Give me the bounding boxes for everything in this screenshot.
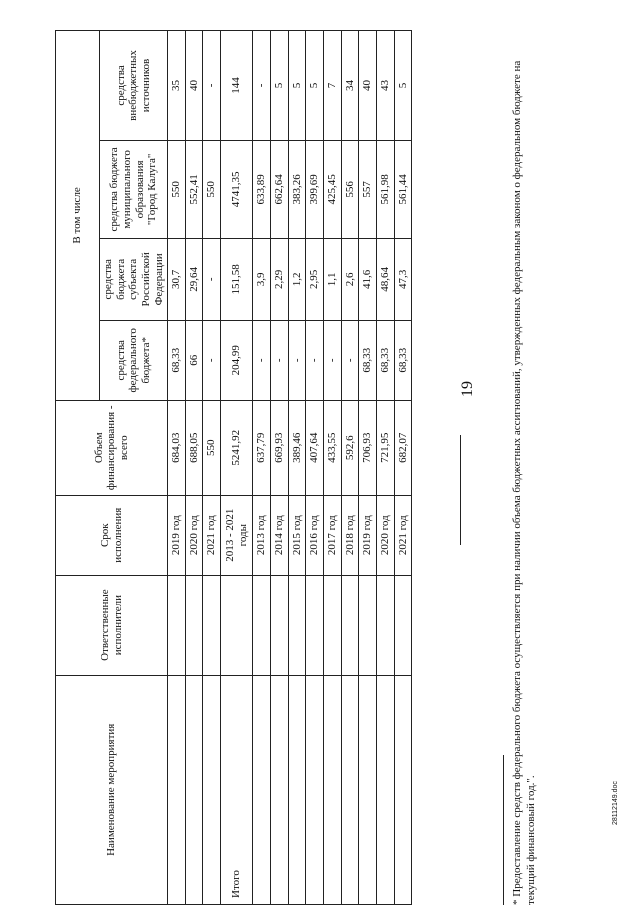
cell-responsible	[323, 575, 341, 675]
cell-federal: 204,99	[221, 320, 253, 400]
table-row	[203, 31, 221, 905]
table-row	[271, 31, 289, 905]
cell-federal: -	[306, 320, 324, 400]
cell-offbudget: -	[203, 31, 221, 141]
table-row	[394, 31, 412, 905]
cell-responsible	[253, 575, 271, 675]
cell-term: 2015 год	[288, 495, 306, 575]
table-row	[359, 31, 377, 905]
cell-subject: 48,64	[376, 238, 394, 320]
header-responsible: Ответственные исполнители	[56, 575, 168, 675]
cell-volume: 592,6	[341, 400, 359, 495]
document-reference: 28112149.doc	[612, 781, 619, 825]
cell-municipal: 662,64	[271, 140, 289, 238]
cell-name: Итого	[221, 675, 253, 904]
cell-municipal: 4741,35	[221, 140, 253, 238]
cell-volume: 721,95	[376, 400, 394, 495]
cell-municipal: 550	[168, 140, 186, 238]
cell-volume: 684,03	[168, 400, 186, 495]
separator-line	[460, 435, 461, 545]
header-subject: средства бюджета субъекта Российской Федерации	[100, 238, 168, 320]
cell-name	[359, 675, 377, 904]
cell-responsible	[306, 575, 324, 675]
cell-term: 2016 год	[306, 495, 324, 575]
cell-offbudget: 5	[271, 31, 289, 141]
cell-municipal: 552,41	[185, 140, 203, 238]
cell-federal: 66	[185, 320, 203, 400]
header-name: Наименование мероприятия	[56, 675, 168, 904]
header-volume: Объем финансирования - всего	[56, 400, 168, 495]
cell-term: 2020 год	[185, 495, 203, 575]
cell-responsible	[394, 575, 412, 675]
cell-volume: 407,64	[306, 400, 324, 495]
cell-subject: 2,95	[306, 238, 324, 320]
cell-name	[288, 675, 306, 904]
cell-responsible	[359, 575, 377, 675]
cell-term: 2019 год	[359, 495, 377, 575]
table-row	[341, 31, 359, 905]
cell-offbudget: -	[253, 31, 271, 141]
cell-subject: 1,2	[288, 238, 306, 320]
table-row	[288, 31, 306, 905]
cell-offbudget: 5	[306, 31, 324, 141]
cell-offbudget: 40	[185, 31, 203, 141]
cell-term: 2014 год	[271, 495, 289, 575]
page-number: 19	[459, 381, 476, 397]
cell-name	[185, 675, 203, 904]
cell-name	[168, 675, 186, 904]
footnote-rule	[503, 755, 504, 905]
cell-name	[341, 675, 359, 904]
cell-volume: 706,93	[359, 400, 377, 495]
cell-responsible	[271, 575, 289, 675]
rotated-sheet	[55, 30, 575, 905]
cell-volume: 550	[203, 400, 221, 495]
cell-offbudget: 35	[168, 31, 186, 141]
cell-volume: 389,46	[288, 400, 306, 495]
table-row	[168, 31, 186, 905]
cell-term: 2013 - 2021 годы	[221, 495, 253, 575]
cell-name	[203, 675, 221, 904]
cell-responsible	[203, 575, 221, 675]
cell-volume: 682,07	[394, 400, 412, 495]
cell-subject: 29,64	[185, 238, 203, 320]
cell-municipal: 399,69	[306, 140, 324, 238]
cell-federal: -	[341, 320, 359, 400]
cell-volume: 433,55	[323, 400, 341, 495]
cell-term: 2021 год	[394, 495, 412, 575]
cell-federal: -	[271, 320, 289, 400]
cell-federal: -	[203, 320, 221, 400]
cell-term: 2021 год	[203, 495, 221, 575]
cell-volume: 637,79	[253, 400, 271, 495]
cell-federal: 68,33	[394, 320, 412, 400]
cell-subject: 2,6	[341, 238, 359, 320]
header-offbudget: средства внебюджетных источников	[100, 31, 168, 141]
cell-offbudget: 34	[341, 31, 359, 141]
cell-name	[394, 675, 412, 904]
table-row	[306, 31, 324, 905]
cell-name	[306, 675, 324, 904]
cell-responsible	[376, 575, 394, 675]
cell-federal: 68,33	[168, 320, 186, 400]
cell-federal: -	[323, 320, 341, 400]
footnote: * Предоставление средств федерального бюджета осуществляется при наличии объема бюджетных ассигнований, утвержденных федеральным законом о федеральном бюджете на текущий финансовый год.".	[511, 60, 538, 905]
cell-responsible	[288, 575, 306, 675]
cell-offbudget: 5	[288, 31, 306, 141]
cell-term: 2019 год	[168, 495, 186, 575]
header-term: Срок исполнения	[56, 495, 168, 575]
cell-volume: 669,93	[271, 400, 289, 495]
cell-federal: 68,33	[359, 320, 377, 400]
cell-federal: 68,33	[376, 320, 394, 400]
cell-offbudget: 144	[221, 31, 253, 141]
header-federal: средства федерального бюджета*	[100, 320, 168, 400]
cell-municipal: 557	[359, 140, 377, 238]
table-row	[376, 31, 394, 905]
cell-subject: 47,3	[394, 238, 412, 320]
cell-volume: 5241,92	[221, 400, 253, 495]
cell-name	[376, 675, 394, 904]
cell-responsible	[168, 575, 186, 675]
cell-subject: 151,58	[221, 238, 253, 320]
cell-subject: 2,29	[271, 238, 289, 320]
table-row	[221, 31, 253, 905]
cell-subject: 1,1	[323, 238, 341, 320]
cell-municipal: 425,45	[323, 140, 341, 238]
cell-responsible	[341, 575, 359, 675]
cell-name	[253, 675, 271, 904]
cell-name	[271, 675, 289, 904]
cell-municipal: 383,26	[288, 140, 306, 238]
cell-federal: -	[288, 320, 306, 400]
cell-volume: 688,05	[185, 400, 203, 495]
cell-municipal: 561,44	[394, 140, 412, 238]
cell-offbudget: 40	[359, 31, 377, 141]
cell-offbudget: 5	[394, 31, 412, 141]
cell-subject: 3,9	[253, 238, 271, 320]
cell-name	[323, 675, 341, 904]
cell-municipal: 550	[203, 140, 221, 238]
cell-offbudget: 7	[323, 31, 341, 141]
cell-term: 2017 год	[323, 495, 341, 575]
table-body	[168, 31, 412, 905]
header-including: В том числе	[56, 31, 100, 401]
cell-term: 2020 год	[376, 495, 394, 575]
cell-subject: 41,6	[359, 238, 377, 320]
cell-offbudget: 43	[376, 31, 394, 141]
cell-municipal: 556	[341, 140, 359, 238]
cell-municipal: 561,98	[376, 140, 394, 238]
table-row	[185, 31, 203, 905]
cell-responsible	[221, 575, 253, 675]
cell-term: 2018 год	[341, 495, 359, 575]
cell-term: 2013 год	[253, 495, 271, 575]
financing-table	[55, 30, 412, 905]
header-municipal: средства бюджета муниципального образования "Город Калуга"	[100, 140, 168, 238]
table-row	[323, 31, 341, 905]
cell-subject: 30,7	[168, 238, 186, 320]
cell-subject: -	[203, 238, 221, 320]
cell-municipal: 633,89	[253, 140, 271, 238]
cell-responsible	[185, 575, 203, 675]
table-row	[253, 31, 271, 905]
cell-federal: -	[253, 320, 271, 400]
